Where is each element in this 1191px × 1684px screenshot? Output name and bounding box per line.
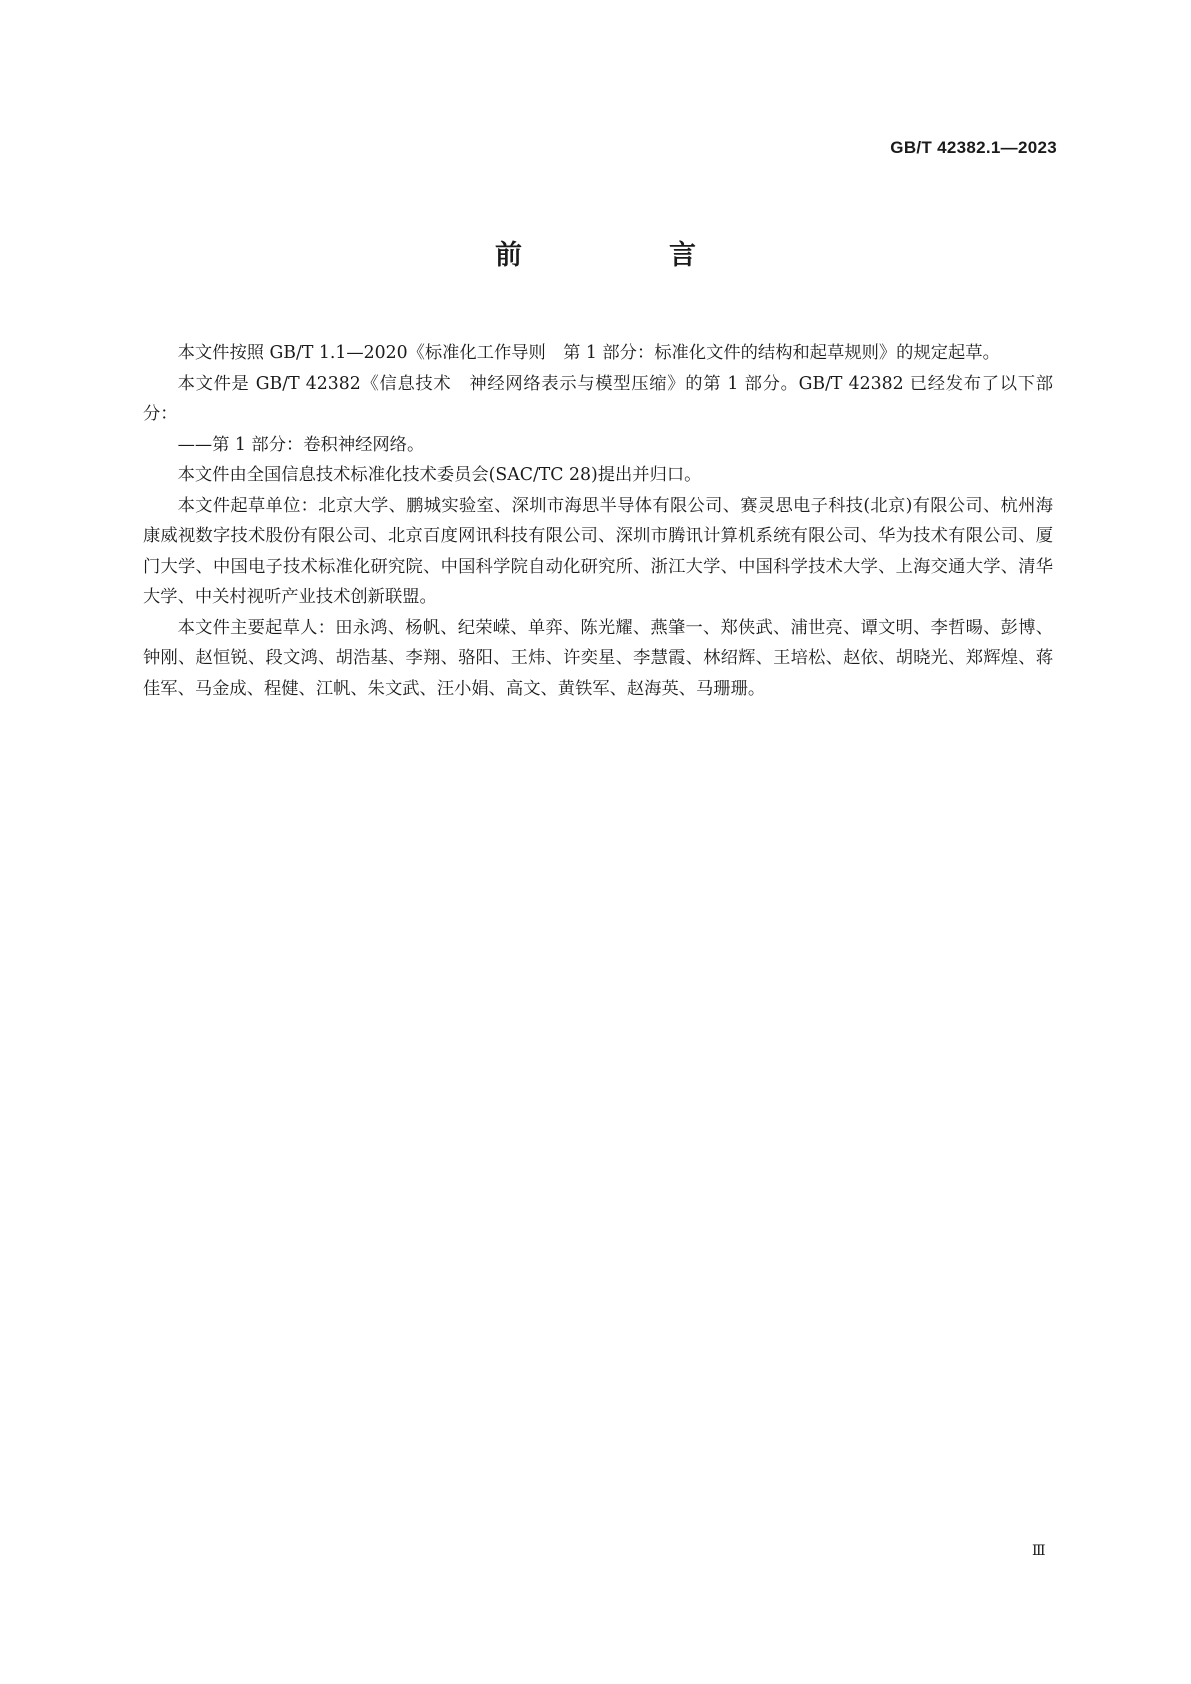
paragraph-drafting-units: 本文件起草单位：北京大学、鹏城实验室、深圳市海思半导体有限公司、赛灵思电子科技(北京)有限公司、杭州海康威视数字技术股份有限公司、北京百度网讯科技有限公司、深圳市腾讯计算机系统有限公司、华为技术有限公司、厦门大学、中国电子技术标准化研究院、中国科学院自动化研究所、浙江大学、中国科学技术大学、上海交通大学、清华大学、中关村视听产业技术创新联盟。 — [143, 495, 1053, 607]
page-title: 前 言 — [495, 240, 756, 271]
document-code: GB/T 42382.1—2023 — [890, 138, 1057, 157]
paragraph-committee: 本文件由全国信息技术标准化技术委员会(SAC/TC 28)提出并归口。 — [177, 465, 702, 485]
paragraph-drafters: 本文件主要起草人：田永鸿、杨帆、纪荣嵘、单弈、陈光耀、燕肇一、郑侠武、浦世亮、谭文明、李哲暘、彭博、钟刚、赵恒锐、段文鸿、胡浩基、李翔、骆阳、王炜、许奕星、李慧霞、林绍辉、王培松、赵依、胡晓光、郑辉煌、蒋佳军、马金成、程健、江帆、朱文武、汪小娟、高文、黄铁军、赵海英、马珊珊。 — [143, 617, 1053, 699]
paragraph-drafting-rules: 本文件按照 GB/T 1.1—2020《标准化工作导则 第 1 部分：标准化文件的结构和起草规则》的规定起草。 — [177, 343, 1000, 363]
foreword-body — [143, 338, 1053, 704]
paragraph-part-info: 本文件是 GB/T 42382《信息技术 神经网络表示与模型压缩》的第 1 部分。GB/T 42382 已经发布了以下部分： — [143, 373, 1053, 424]
page-number: Ⅲ — [1032, 1543, 1047, 1559]
paragraph-part-list: ——第 1 部分：卷积神经网络。 — [177, 434, 425, 455]
